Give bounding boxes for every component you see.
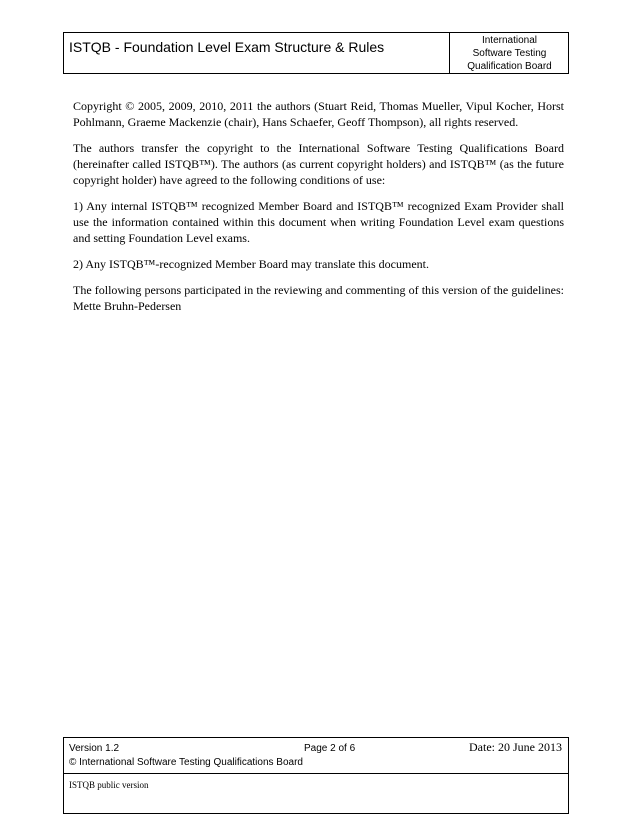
public-version-label: ISTQB public version [69, 780, 149, 790]
document-title: ISTQB - Foundation Level Exam Structure & Rules [69, 39, 385, 55]
condition-2-paragraph: 2) Any ISTQB™-recognized Member Board may translate this document. [73, 257, 430, 271]
page-header [63, 32, 569, 74]
document-body [73, 98, 564, 324]
organization-line: Software Testing [472, 48, 547, 59]
date-label: Date: 20 June 2013 [469, 740, 562, 754]
page-footer [63, 737, 569, 814]
footer-info-row [64, 738, 568, 774]
footer-copyright: © International Software Testing Qualifications Board [69, 757, 303, 768]
copyright-paragraph: Copyright © 2005, 2009, 2010, 2011 the authors (Stuart Reid, Thomas Mueller, Vipul Kocher, Horst Pohlmann, Graeme Mackenzie (chair), Hans Schaefer, Geoff Thompson), all rights reserved. [73, 99, 564, 129]
reviewers-paragraph: The following persons participated in the reviewing and commenting of this version of the guidelines: Mette Bruhn-Pedersen [73, 283, 564, 313]
condition-1-paragraph: 1) Any internal ISTQB™ recognized Member Board and ISTQB™ recognized Exam Provider shall use the information contained within this document when writing Foundation Level exam questions and setting Foundation Level exams. [73, 199, 564, 245]
version-label: Version 1.2 [69, 743, 120, 754]
organization-block [449, 33, 569, 73]
page-number: Page 2 of 6 [304, 743, 356, 754]
organization-line: Qualification Board [467, 61, 552, 72]
organization-line: International [481, 35, 538, 46]
copyright-transfer-paragraph: The authors transfer the copyright to the International Software Testing Qualifications Board (hereinafter called ISTQB™). The authors (as current copyright holders) and ISTQB™ (as the future copyright holder) have agreed to the following conditions of use: [73, 141, 564, 187]
